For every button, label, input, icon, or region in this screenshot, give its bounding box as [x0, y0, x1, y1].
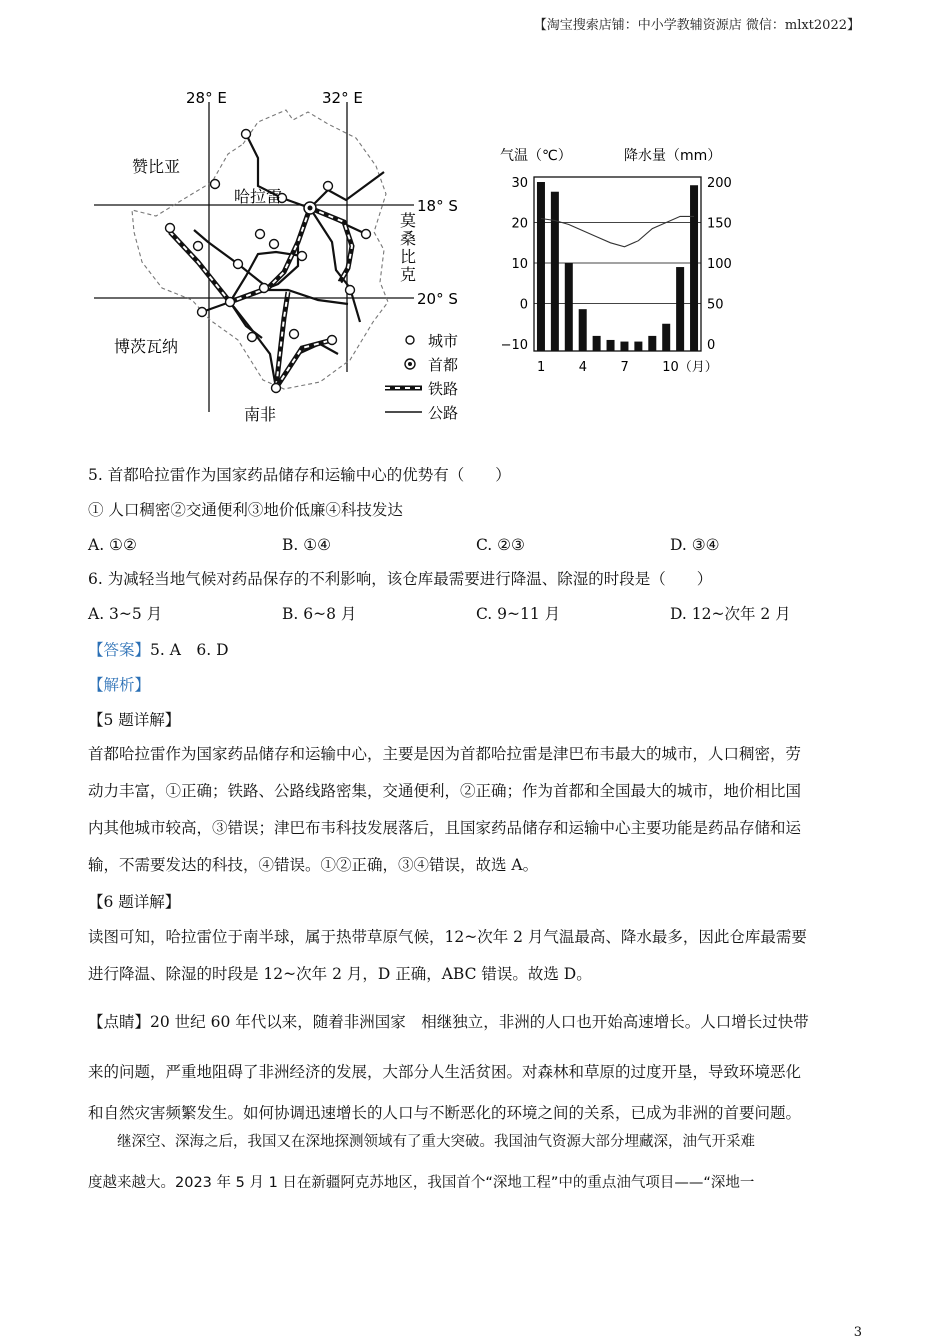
- passage-line: 度越来越大。2023 年 5 月 1 日在新疆阿克苏地区，我国首个“深地工程”中的重点油气项目——“深地一: [88, 1175, 755, 1191]
- x-tick-label: 7: [620, 360, 629, 375]
- answer-line: [88, 640, 858, 660]
- y-left-tick-label: 10: [511, 257, 528, 272]
- legend-road-label: 公路: [428, 404, 459, 422]
- precipitation-bar: [537, 182, 545, 351]
- detail-5-line: 输，不需要发达的科技，④错误。①②正确，③④错误，故选 A。: [88, 856, 539, 874]
- question-5-options: [88, 535, 858, 555]
- detail-5-body: [88, 742, 858, 890]
- y-right-tick-label: 150: [707, 216, 732, 232]
- legend-city-label: 城市: [428, 332, 459, 350]
- question-5: 5. 首都哈拉雷作为国家药品储存和运输中心的优势有（ ）: [88, 466, 511, 484]
- note-body: [88, 1010, 858, 1142]
- chart-title-right: 降水量（mm）: [624, 148, 722, 164]
- botswana-label: 博茨瓦纳: [114, 337, 179, 356]
- temperature-line: [541, 216, 694, 246]
- mozambique-label-4: 克: [400, 265, 417, 284]
- note-line: 【点睛】20 世纪 60 年代以来，随着非洲国家 相继独立，非洲的人口也开始高速增长。人口增长过快带: [88, 1013, 809, 1031]
- x-tick-label: 10（月）: [662, 360, 718, 375]
- q5-option-a: A. ①②: [88, 536, 137, 554]
- x-tick-label: 4: [578, 360, 587, 375]
- answer-label: 【答案】: [88, 641, 151, 659]
- analysis-label: 【解析】: [88, 676, 151, 694]
- q5-option-b: B. ①④: [282, 536, 332, 554]
- note-line: 和自然灾害频繁发生。如何协调迅速增长的人口与不断恶化的环境之间的关系，已成为非洲的首要问题。: [88, 1104, 802, 1122]
- detail-5-line: 内其他城市较高，③错误；津巴布韦科技发展落后，且国家药品储存和运输中心主要功能是药品存储和运: [88, 819, 802, 837]
- detail-6-label: 【6 题详解】: [88, 893, 181, 911]
- y-right-tick-label: 0: [707, 338, 716, 353]
- lon-28e-label: 28° E: [186, 89, 227, 107]
- precipitation-bar: [690, 185, 698, 351]
- map-legend: [385, 332, 458, 422]
- page-header: 【淘宝搜索店铺：中小学教辅资源店 微信：mlxt2022】: [533, 18, 860, 33]
- lat-18s-label: 18° S: [417, 197, 458, 215]
- legend-city-symbol: [406, 336, 414, 344]
- passage-body: [88, 1130, 858, 1212]
- precipitation-bar: [593, 336, 601, 351]
- q6-option-d: D. 12~次年 2 月: [670, 605, 791, 623]
- chart-title-left: 气温（℃）: [500, 148, 572, 164]
- mozambique-label-2: 桑: [400, 229, 417, 248]
- detail-5-line: 动力丰富，①正确；铁路、公路线路密集，交通便利，②正确；作为首都和全国最大的城市，地价相比国: [88, 782, 802, 800]
- x-tick-label: 1: [536, 360, 546, 375]
- lon-32e-label: 32° E: [322, 89, 363, 107]
- south-africa-label: 南非: [244, 405, 277, 424]
- question-6: 6. 为减轻当地气候对药品保存的不利影响，该仓库最需要进行降温、除湿的时段是（ ）: [88, 570, 713, 588]
- detail-5-line: 首都哈拉雷作为国家药品储存和运输中心，主要是因为首都哈拉雷是津巴布韦最大的城市，人口稠密，劳: [88, 745, 802, 763]
- detail-6-line: 进行降温、除湿的时段是 12~次年 2 月，D 正确，ABC 错误。故选 D。: [88, 965, 592, 983]
- precipitation-bar: [634, 342, 642, 351]
- question-5-items: ① 人口稠密②交通便利③地价低廉④科技发达: [88, 501, 403, 519]
- precipitation-bar: [662, 324, 670, 351]
- detail-6-body: [88, 925, 858, 999]
- precipitation-bar: [648, 336, 656, 351]
- q6-option-b: B. 6~8 月: [282, 605, 357, 623]
- zambia-label: 赞比亚: [132, 157, 181, 176]
- precipitation-bar: [676, 267, 684, 351]
- y-left-tick-label: −10: [500, 338, 528, 353]
- legend-railway-label: 铁路: [428, 380, 459, 398]
- precipitation-bar: [551, 192, 559, 351]
- q5-option-d: D. ③④: [670, 536, 720, 554]
- legend-capital-label: 首都: [428, 356, 459, 374]
- harare-label: 哈拉雷: [234, 187, 283, 206]
- precipitation-bar: [579, 309, 587, 351]
- answer-text: 5. A 6. D: [150, 641, 229, 659]
- precipitation-bar: [607, 340, 615, 351]
- climate-chart: [496, 140, 746, 380]
- mozambique-label-3: 比: [400, 247, 417, 266]
- lat-20s-label: 20° S: [417, 290, 458, 308]
- y-left-tick-label: 0: [519, 297, 528, 313]
- passage-line: 继深空、深海之后，我国又在深地探测领域有了重大突破。我国油气资源大部分埋藏深，油气开采难: [88, 1134, 755, 1150]
- detail-6-line: 读图可知，哈拉雷位于南半球，属于热带草原气候，12~次年 2 月气温最高、降水最多，因此仓库最需要: [88, 928, 807, 946]
- q6-option-a: A. 3~5 月: [88, 605, 163, 623]
- y-right-tick-label: 200: [707, 176, 732, 191]
- page-number: 3: [853, 1325, 862, 1340]
- note-line: 来的问题，严重地阻碍了非洲经济的发展，大部分人生活贫困。对森林和草原的过度开垦，导致环境恶化: [88, 1063, 802, 1081]
- question-6-options: [88, 604, 858, 624]
- y-right-tick-label: 50: [707, 297, 724, 313]
- precipitation-bar: [565, 263, 573, 351]
- zimbabwe-map: [88, 82, 488, 432]
- mozambique-label-1: 莫: [400, 211, 417, 230]
- q5-option-c: C. ②③: [476, 536, 525, 554]
- q6-option-c: C. 9~11 月: [476, 605, 561, 623]
- plot-frame: [534, 177, 701, 351]
- y-right-tick-label: 100: [707, 257, 732, 272]
- y-left-tick-label: 20: [511, 216, 528, 232]
- detail-5-label: 【5 题详解】: [88, 711, 181, 729]
- precipitation-bar: [620, 342, 628, 351]
- y-left-tick-label: 30: [511, 176, 528, 191]
